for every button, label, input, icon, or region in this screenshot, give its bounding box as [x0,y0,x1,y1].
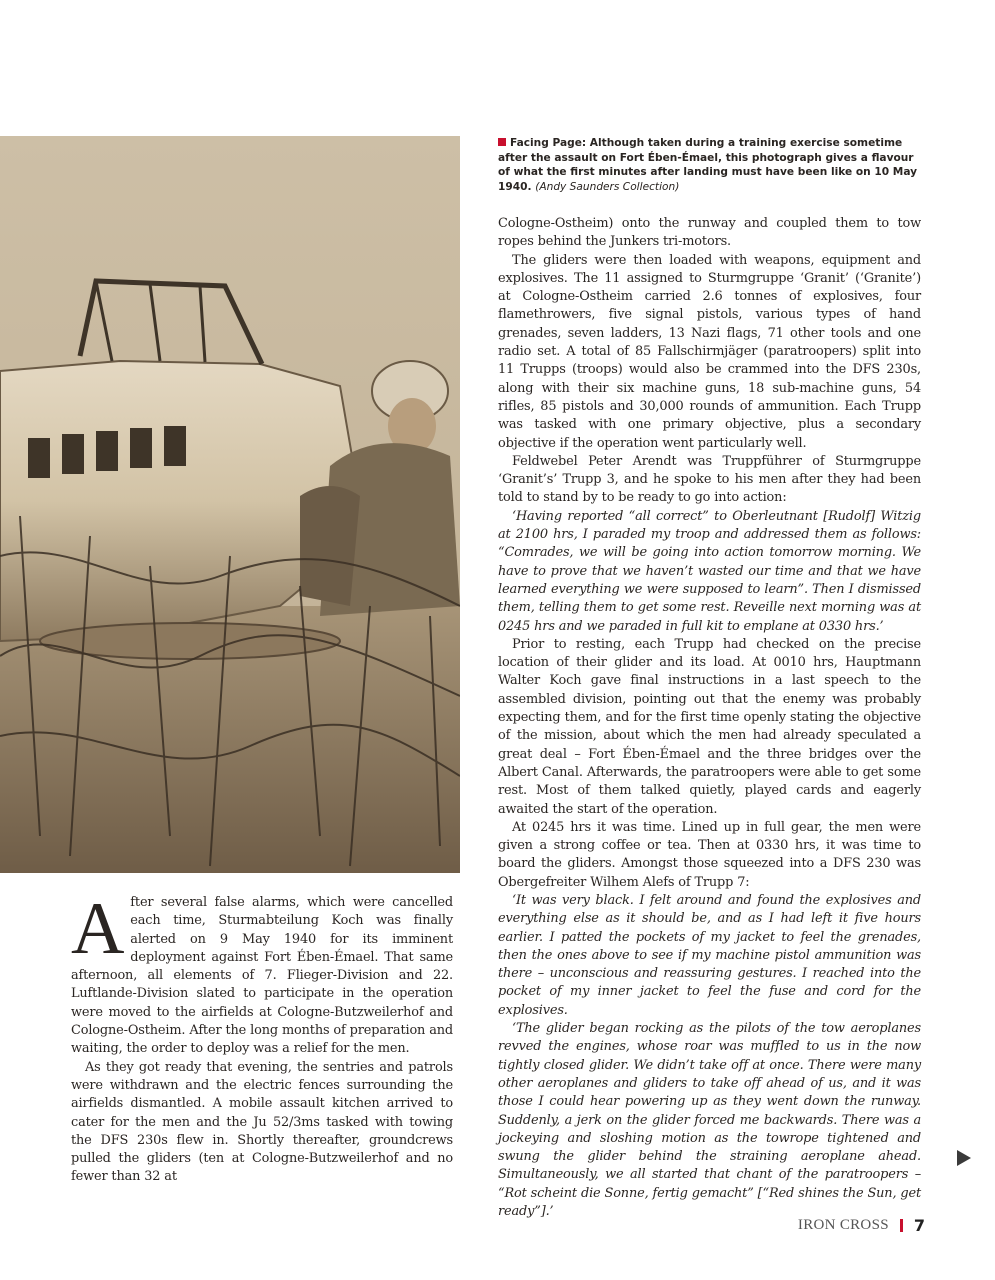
continue-arrow-icon [957,1150,971,1166]
paragraph: Feldwebel Peter Arendt was Truppführer of Sturmgruppe ‘Granit’s’ Trupp 3, and he spoke to his men after they had been told to stand by to be ready to go into action: [498,453,921,506]
photo-glider-paratrooper [0,136,460,873]
caption-marker-icon [498,138,506,146]
photo-caption [498,136,926,194]
quote-paragraph: ‘The glider began rocking as the pilots of the tow aeroplanes revved the engines, whose roar was muffled to us in the now tightly closed glider. We didn’t take off at once. There were many other aeroplanes and gliders to take off ahead of us, and it was those I could hear powering up as they went down the runway. Suddenly, a jerk on the glider forced me backwards. There was a jockeying and sloshing motion as the towrope tightened and swung the glider behind the straining aeroplane ahead. Simultaneously, we all started that chant of the paratroopers – “Rot scheint die Sonne, fertig gemacht” [“Red shines the Sun, get ready”].’ [498,1021,921,1220]
right-column [498,215,921,1221]
paragraph: Prior to resting, each Trupp had checked on the precise location of their glider and its load. At 0010 hrs, Hauptmann Walter Koch gave final instructions in a last speech to the assembled division, pointing out that the enemy was probably expecting them, and for the first time openly stating the objective of the mission, about which the men had already speculated a great deal – Fort Ében-Émael and the three bridges over the Albert Canal. Afterwards, the paratroopers were able to get some rest. Most of them talked quietly, played cards and eagerly awaited the start of the operation. [498,636,921,817]
article-photo [0,136,460,873]
page-number: 7 [913,1216,925,1235]
footer-divider [900,1219,903,1232]
page-footer [798,1216,925,1235]
caption-text: Facing Page: Although taken during a training exercise sometime after the assault on Fort Ében-Émael, this photograph gives a flavour of what the first minutes after landing must have been like on 10 May 1940. [498,137,918,193]
caption-credit: (Andy Saunders Collection) [535,180,680,193]
quote-paragraph: ‘It was very black. I felt around and found the explosives and everything else as it should be, and as I had left it five hours earlier. I patted the pockets of my jacket to feel the grenades, then the ones above to see if my machine pistol ammunition was there – unconscious and reassuring gestures. I reached into the pocket of my inner jacket to feel the fuse and cord for the explosives. [498,892,921,1018]
paragraph: The gliders were then loaded with weapons, equipment and explosives. The 11 assigned to Sturmgruppe ‘Granit’ (‘Granite’) at Cologne-Ostheim carried 2.6 tonnes of explosives, four flamethrowers, five signal pistols, various types of hand grenades, seven ladders, 13 Nazi flags, 71 other tools and one radio set. A total of 85 Fallschirmjäger (paratroopers) split into 11 Trupps (troops) would also be crammed into the DFS 230s, along with their six machine guns, 18 sub-machine guns, 54 rifles, 85 pistols and 30,000 rounds of ammunition. Each Trupp was tasked with one primary objective, plus a secondary objective if the operation went particularly well. [498,252,921,451]
quote-paragraph: ‘Having reported “all correct” to Oberleutnant [Rudolf] Witzig at 2100 hrs, I paraded my troop and addressed them as follows: “Comrades, we will be going into action tomorrow morning. We have to prove that we haven’t wasted our time and that we have learned everything we were supposed to learn”. Then I dismissed them, telling them to get some rest. Reveille next morning was at 0245 hrs and we paraded in full kit to emplane at 0330 hrs.’ [498,508,921,634]
magazine-title: IRON CROSS [797,1217,889,1233]
paragraph: As they got ready that evening, the sentries and patrols were withdrawn and the electric fences surrounding the airfields dismantled. A mobile assault kitchen arrived to cater for the men and the Ju 52/3ms tasked with towing the DFS 230s flew in. Shortly thereafter, groundcrews pulled the gliders (ten at Cologne-Butzweilerhof and no fewer than 32 at [71,1059,453,1185]
paragraph: fter several false alarms, which were cancelled each time, Sturmabteilung Koch was finally alerted on 9 May 1940 for its imminent deployment against Fort Ében-Émael. That same afternoon, all elements of 7. Flieger-Division and 22. Luftlande-Division slated to participate in the operation were moved to the airfields at Cologne-Butzweilerhof and Cologne-Ostheim. After the long months of preparation and waiting, the order to deploy was a relief for the men. [71,895,453,1057]
left-column [71,888,453,1187]
drop-cap: A [71,888,125,970]
paragraph: At 0245 hrs it was time. Lined up in full gear, the men were given a strong coffee or tea. Then at 0330 hrs, it was time to board the gliders. Amongst those squeezed into a DFS 230 was Obergefreiter Wilhem Alefs of Trupp 7: [498,819,921,890]
paragraph: Cologne-Ostheim) onto the runway and coupled them to tow ropes behind the Junkers tri-motors. [498,216,921,250]
